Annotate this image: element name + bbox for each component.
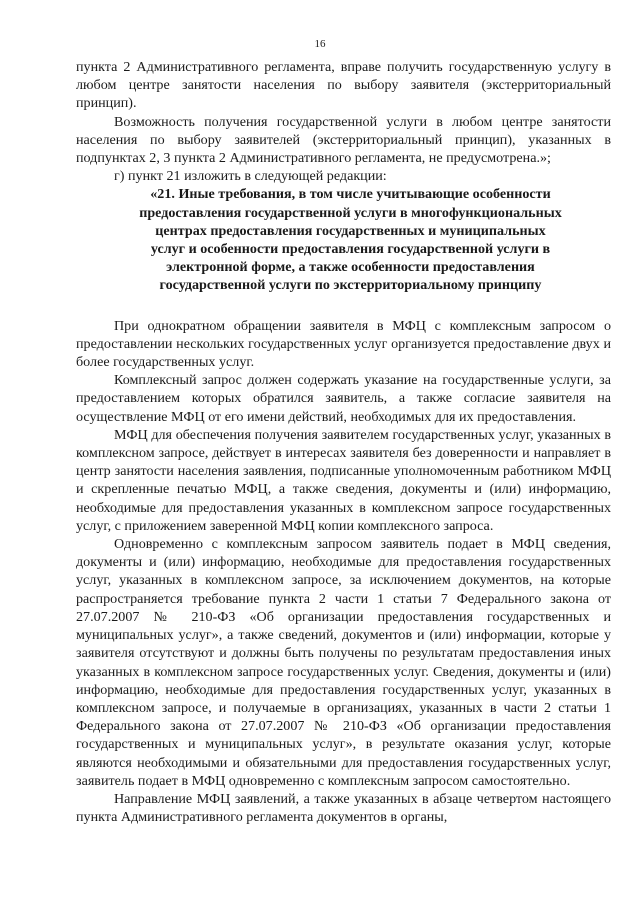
paragraph-mfc-actions: МФЦ для обеспечения получения заявителем государственных услуг, указанных в комплексном запросе, действует в интересах заявителя без доверенности и направляет в центр занятости населения заявления, подписанные уполномоченным работником МФЦ и скрепленные печатью МФЦ, а также сведения, документы и (или) информацию, необходимые для предоставления указанных в комплексном запросе государственных услуг, с приложением заверенной МФЦ копии комплексного запроса.: [76, 426, 611, 534]
section-heading: [76, 185, 611, 294]
document-body: [76, 58, 611, 826]
paragraph-direction: Направление МФЦ заявлений, а также указанных в абзаце четвертом настоящего пункта Административного регламента документов в органы,: [76, 790, 611, 826]
paragraph-extraterritorial: Возможность получения государственной услуги в любом центре занятости населения по выбору заявителей (экстерриториальный принцип), указанных в подпунктах 2, 3 пункта 2 Административного регламента, не предусмотрена.»;: [76, 113, 611, 167]
page-number: 16: [314, 38, 326, 50]
heading-line: «21. Иные требования, в том числе учитывающие особенности: [150, 186, 551, 203]
heading-line: центрах предоставления государственных и муниципальных: [155, 222, 546, 239]
paragraph-continuation: пункта 2 Административного регламента, вправе получить государственную услугу в любом центре занятости населения по выбору заявителя (экстерриториальный принцип).: [76, 59, 611, 112]
heading-line: электронной форме, а также особенности предоставления: [166, 259, 535, 276]
paragraph-amendment-intro: г) пункт 21 изложить в следующей редакции:: [114, 168, 387, 185]
paragraph-request-content: Комплексный запрос должен содержать указание на государственные услуги, за предоставлением которых обратился заявитель, а также согласие заявителя на осуществление МФЦ от его имени действий, необходимых для их предоставления.: [76, 372, 611, 425]
paragraph-documents: Одновременно с комплексным запросом заявитель подает в МФЦ сведения, документы и (или) информацию, необходимые для предоставления государственных услуг, указанных в комплексном запросе, за исключением документов, на которые распространяется требование пункта 2 части 1 статьи 7 Федерального закона от 27.07.2007 № 210-ФЗ «Об организации предоставления государственных и муниципальных услуг», а также сведений, документов и (или) информации, которые у заявителя отсутствуют и должны быть получены по результатам предоставления иных указанных в комплексном запросе государственных услуг. Сведения, документы и (или) информацию, необходимые для предоставления государственных услуг, указанных в комплексном запросе, и получаемые в организациях, указанных в части 2 статьи 1 Федерального закона от 27.07.2007 № 210-ФЗ «Об организации предоставления государственных и муниципальных услуг», в результате оказания услуг, которые являются необходимыми и обязательными для предоставления государственных услуг, заявитель подает в МФЦ одновременно с комплексным запросом самостоятельно.: [76, 536, 611, 789]
heading-line: предоставления государственной услуги в многофункциональных: [139, 204, 562, 221]
heading-line: услуг и особенности предоставления государственной услуги в: [150, 241, 551, 258]
paragraph-complex-request: При однократном обращении заявителя в МФЦ с комплексным запросом о предоставлении нескольких государственных услуг организуется предоставление двух и более государственных услуг.: [76, 317, 611, 371]
heading-line: государственной услуги по экстерриториальному принципу: [159, 277, 542, 294]
